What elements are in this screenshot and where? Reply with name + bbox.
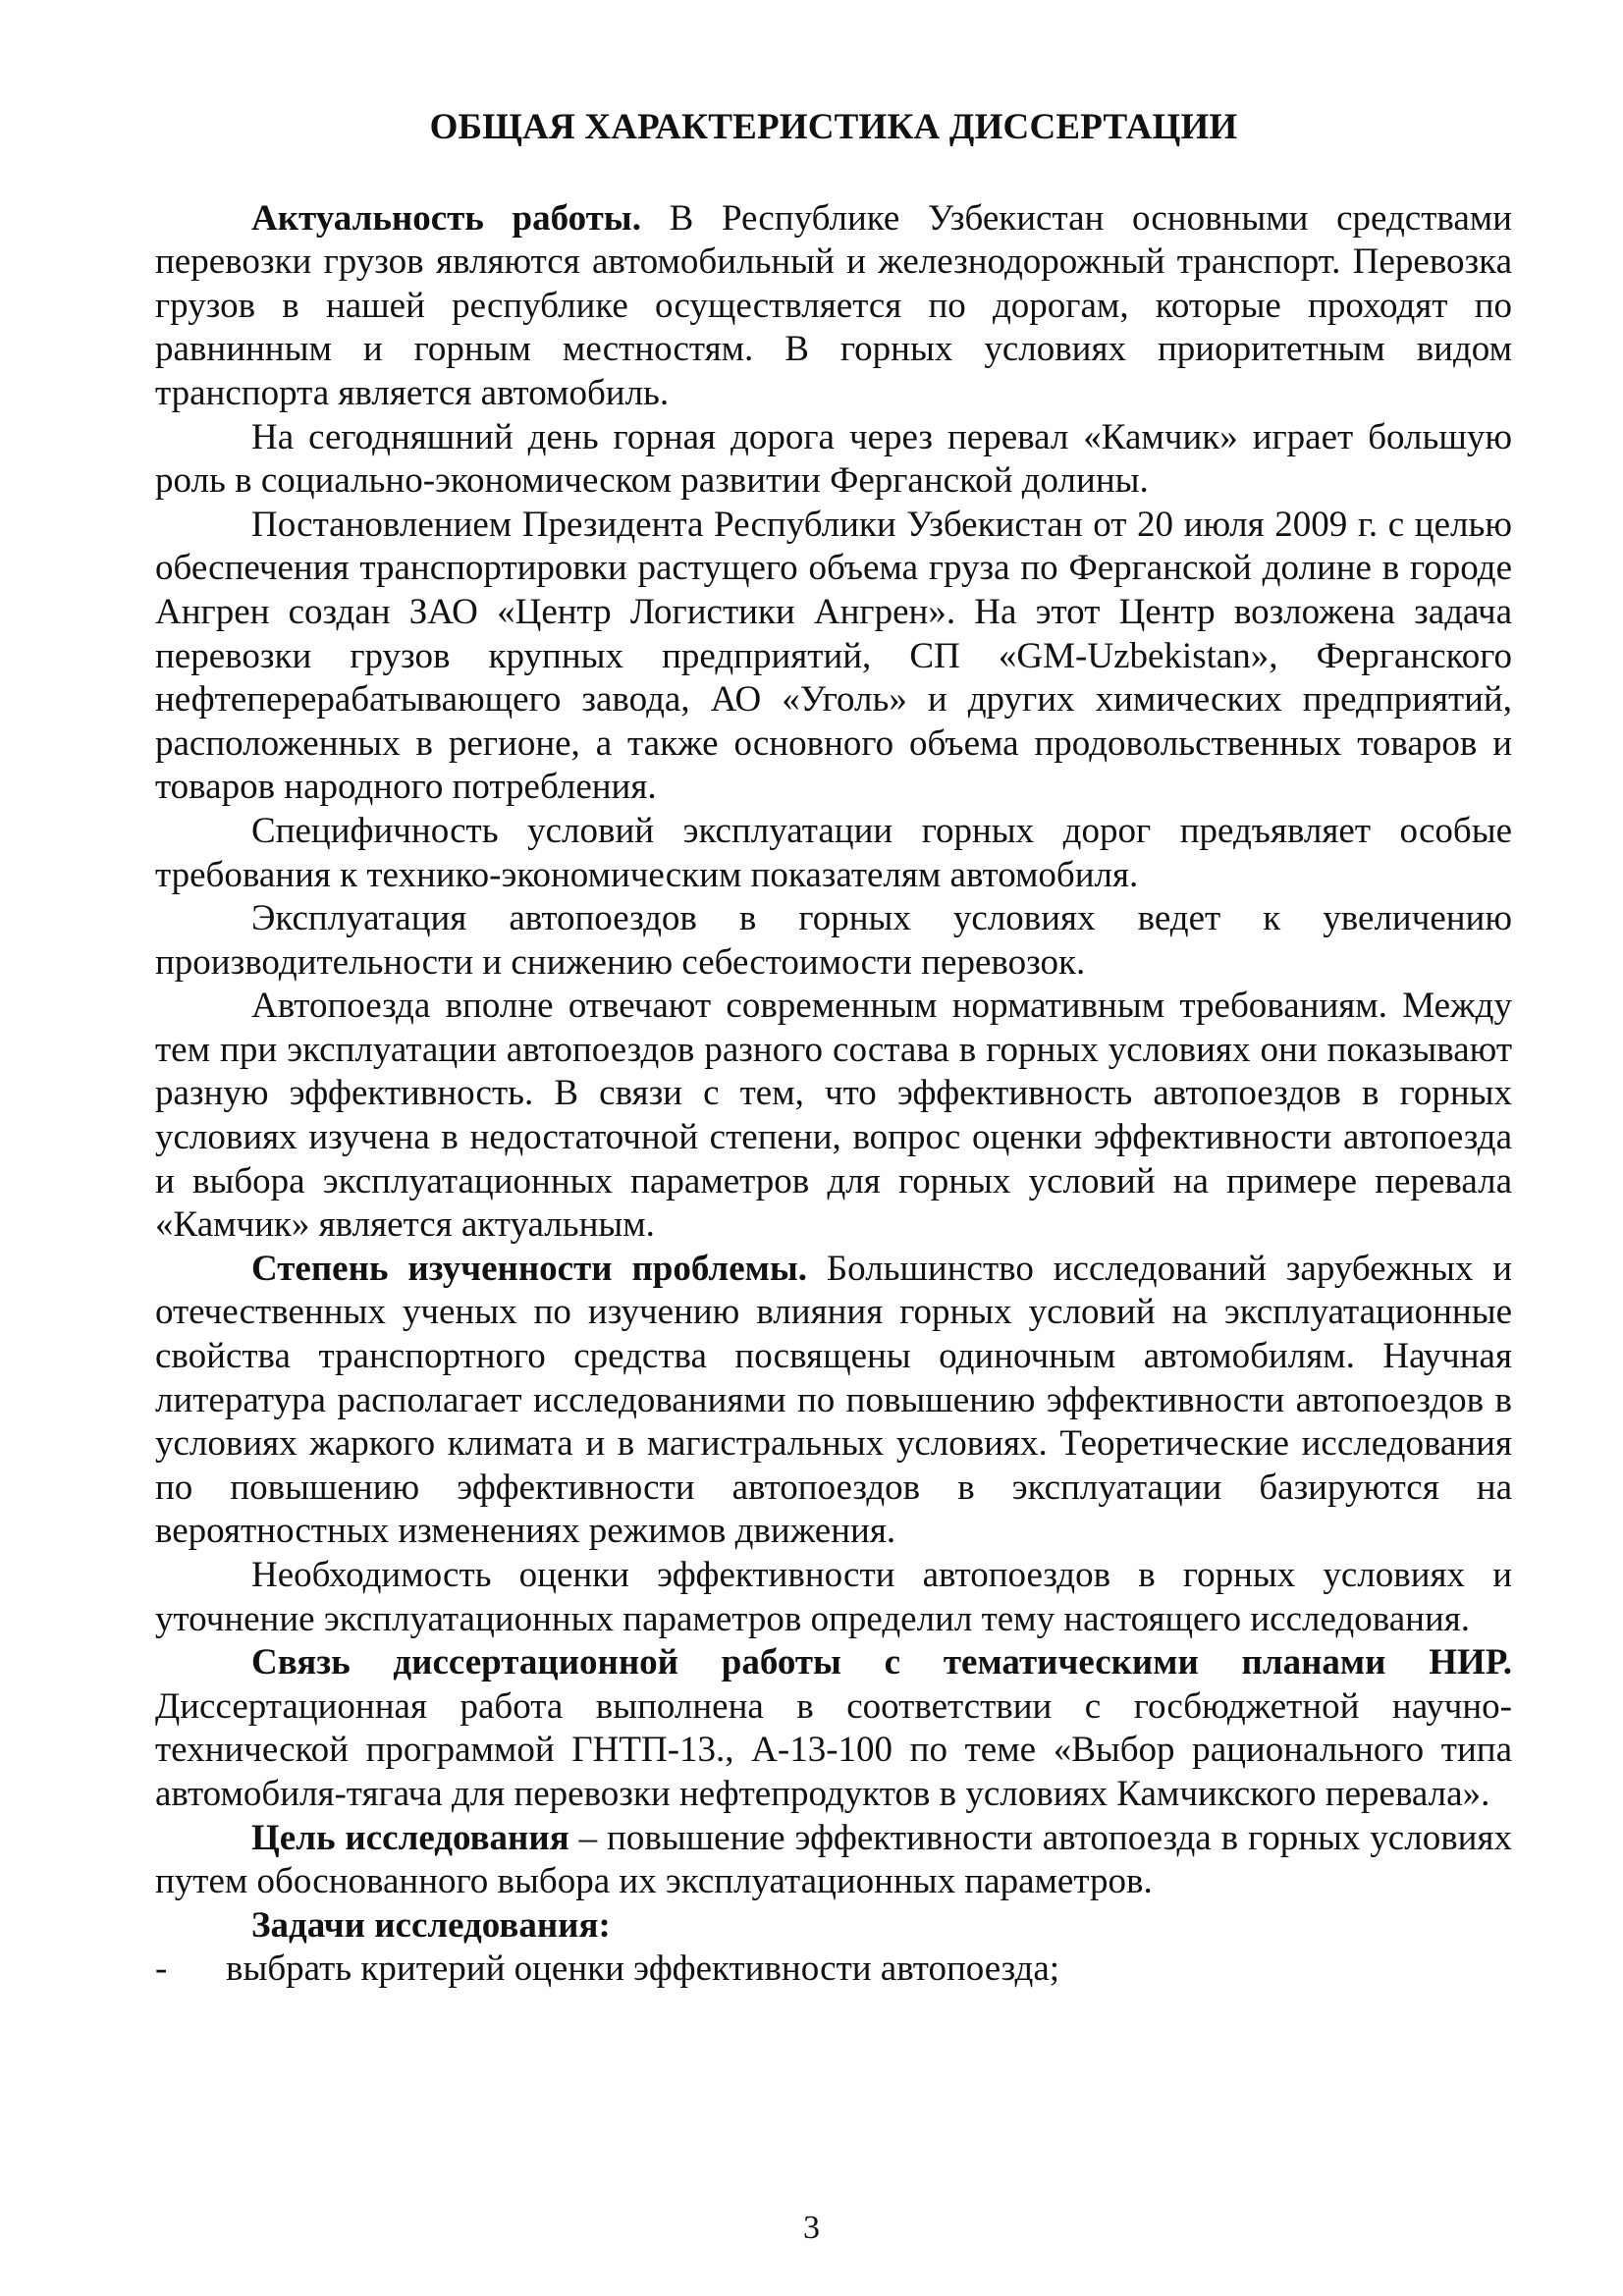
list-item-text: выбрать критерий оценки эффективности автопоезда;	[226, 1949, 1060, 1990]
paragraph-text: На сегодняшний день горная дорога через перевал «Камчик» играет большую роль в социально-экономическом развитии Ферганской долины.	[155, 416, 1512, 502]
paragraph-text: Автопоезда вполне отвечают современным нормативным требованиям. Между тем при эксплуатации автопоездов разного состава в горных условиях они показывают разную эффективность. В связи с тем, что эффективность автопоездов в горных условиях изучена в недостаточной степени, вопрос оценки эффективности автопоезда и выбора эксплуатационных параметров для горных условий на примере перевала «Камчик» является актуальным.	[155, 986, 1512, 1246]
paragraph-text: Необходимость оценки эффективности автопоездов в горных условиях и уточнение эксплуатационных параметров определил тему настоящего исследования.	[155, 1555, 1512, 1639]
paragraph-research-plans	[155, 1641, 1512, 1816]
paragraph-text: Большинство исследований зарубежных и отечественных ученых по изучению влияния горных условий на эксплуатационные свойства транспортного средства посвящены одиночным автомобилям. Научная литература располагает исследованиями по повышению эффективности автопоездов в условиях жаркого климата и в магистральных условиях. Теоретические исследования по повышению эффективности автопоездов в эксплуатации базируются на вероятностных изменениях режимов движения.	[155, 1248, 1513, 1552]
paragraph-specific-conditions	[155, 810, 1512, 897]
paragraph-lead: Степень изученности проблемы.	[251, 1248, 807, 1289]
paragraph-kamchik-road	[155, 416, 1512, 504]
paragraph-presidential-decree	[155, 504, 1512, 810]
paragraph-text: Эксплуатация автопоездов в горных условиях ведет к увеличению производительности и снижению себестоимости перевозок.	[155, 898, 1512, 983]
page-number: 3	[803, 2210, 820, 2246]
paragraph-road-trains	[155, 985, 1512, 1248]
paragraph-exploitation	[155, 897, 1512, 985]
document-title: ОБЩАЯ ХАРАКТЕРИСТИКА ДИССЕРТАЦИИ	[429, 107, 1238, 147]
paragraph-text: В Республике Узбекистан основными средствами перевозки грузов являются автомобильный и железнодорожный транспорт. Перевозка грузов в нашей республике осуществляется по дорогам, которые проходят по равнинным и горным местностям. В горных условиях приоритетным видом транспорта является автомобиль.	[155, 197, 1512, 413]
document-body	[155, 106, 1512, 1992]
tasks-heading: Задачи исследования:	[251, 1904, 611, 1946]
paragraph-lead: Актуальность работы.	[251, 197, 641, 239]
paragraph-text: Специфичность условий эксплуатации горных дорог предъявляет особые требования к технико-экономическим показателям автомобиля.	[155, 810, 1512, 895]
list-item	[155, 1948, 1512, 1992]
paragraph-research-goal	[155, 1817, 1512, 1904]
tasks-list	[155, 1948, 1512, 1992]
paragraph-necessity	[155, 1554, 1512, 1641]
paragraph-relevance	[155, 197, 1512, 416]
paragraph-degree-of-study	[155, 1248, 1512, 1554]
paragraph-text: Постановлением Президента Республики Узбекистан от 20 июля 2009 г. с целью обеспечения транспортировки растущего объема груза по Ферганской долине в городе Ангрен создан ЗАО «Центр Логистики Ангрен». На этот Центр возложена задача перевозки грузов крупных предприятий, СП «GM-Uzbekistan», Ферганского нефтеперерабатывающего завода, АО «Уголь» и других химических предприятий, расположенных в регионе, а также основного объема продовольственных товаров и товаров народного потребления.	[155, 504, 1512, 808]
paragraph-text: Диссертационная работа выполнена в соответствии с госбюджетной научно-технической программой ГНТП-13., А-13-100 по теме «Выбор рационального типа автомобиля-тягача для перевозки нефтепродуктов в условиях Камчикского перевала».	[155, 1685, 1512, 1814]
paragraph-lead: Связь диссертационной работы с тематическими планами НИР.	[251, 1642, 1512, 1683]
paragraph-text: – повышение эффективности автопоезда в горных условиях путем обоснованного выбора их эксплуатационных параметров.	[155, 1817, 1512, 1902]
list-dash: -	[155, 1949, 168, 1990]
paragraph-lead: Цель исследования	[251, 1817, 569, 1858]
